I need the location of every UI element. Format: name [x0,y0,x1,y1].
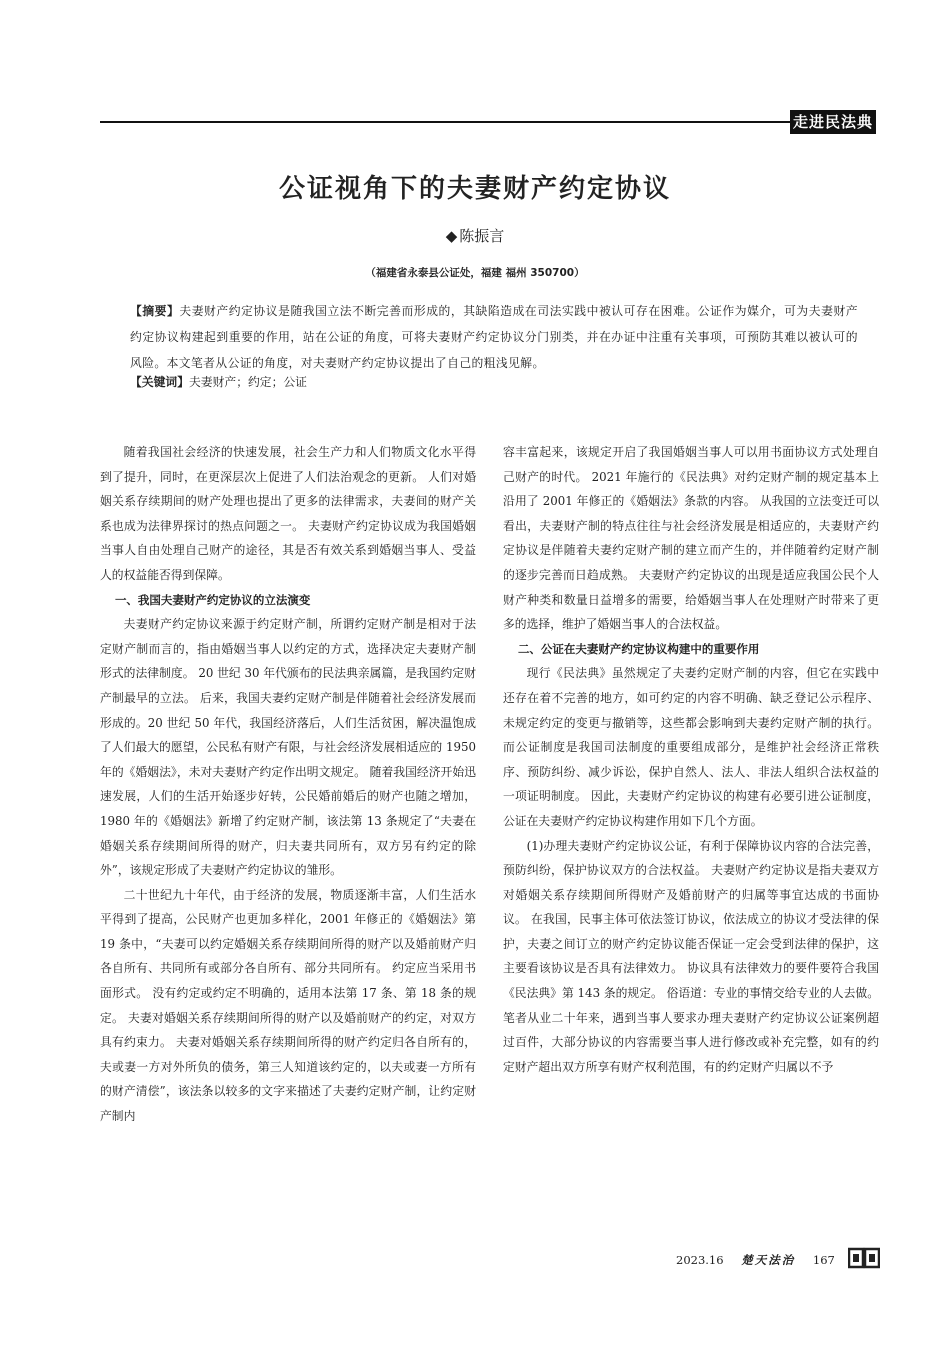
paragraph: 现行《民法典》虽然规定了夫妻约定财产制的内容，但它在实践中还存在着不完善的地方，如可约定的内容不明确、缺乏登记公示程序、未规定约定的变更与撤销等，这些都会影响到夫妻约定财产制的执行。 而公证制度是我国司法制度的重要组成部分，是维护社会经济正常秩序、预防纠纷、减少诉讼，保护自然人、法人、非法人组织合法权益的一项证明制度。 因此，夫妻财产约定协议的构建有必要引进公证制度，公证在夫妻财产约定协议构建作用如下几个方面。 [503,666,879,828]
paragraph: 夫妻财产约定协议来源于约定财产制，所谓约定财产制是相对于法定财产制而言的，指由婚姻当事人以约定的方式，选择决定夫妻财产制形式的法律制度。 20 世纪 30 年代颁布的民法典亲属篇，是我国约定财产制最早的立法。 后来，我国夫妻约定财产制是伴随着社会经济发展而形成的。20 世纪 50 年代，我国经济落后，人们生活贫困，解决温饱成了人们最大的愿望，公民私有财产有限，与社会经济发展相适应的 1950 年的《婚姻法》，未对夫妻财产约定作出明文规定。 随着我国经济开始迅速发展，人们的生活开始逐步好转，公民婚前婚后的财产也随之增加，1980 年的《婚姻法》新增了约定财产制，该法第 13 条规定了“夫妻在婚姻关系存续期间所得的财产，归夫妻共同所有，双方另有约定的除外”，该规定形成了夫妻财产约定协议的雏形。 [100,617,476,878]
abstract [130,298,858,376]
page-number: 167 [812,1253,835,1267]
abstract-text: 夫妻财产约定协议是随我国立法不断完善而形成的，其缺陷造成在司法实践中被认可存在困难。公证作为媒介，可为夫妻财产约定协议构建起到重要的作用，站在公证的角度，可将夫妻财产约定协议分门别类，并在办证中注重有关事项，可预防其难以被认可的风险。本文笔者从公证的角度，对夫妻财产约定协议提出了自己的粗浅见解。 [130,304,858,370]
journal-name: 楚天法治 [741,1253,796,1267]
paragraph: 随着我国社会经济的快速发展，社会生产力和人们物质文化水平得到了提升，同时，在更深层次上促进了人们法治观念的更新。 人们对婚姻关系存续期间的财产处理也提出了更多的法律需求，夫妻间的财产关系也成为法律界探讨的热点问题之一。 夫妻财产约定协议成为我国婚姻当事人自由处理自己财产的途径，其是否有效关系到婚姻当事人、受益人的权益能否得到保障。 [100,445,476,582]
issue-number: 2023.16 [676,1253,724,1267]
page-footer [676,1252,849,1268]
paragraph: (1)办理夫妻财产约定协议公证，有利于保障协议内容的合法完善，预防纠纷，保护协议双方的合法权益。 夫妻财产约定协议是指夫妻双方对婚姻关系存续期间所得财产及婚前财产的归属等事宜达成的书面协议。 在我国，民事主体可依法签订协议，依法成立的协议才受法律的保护，夫妻之间订立的财产约定协议能否保证一定会受到法律的保护，这主要看该协议是否具有法律效力。 协议具有法律效力的要件要符合我国《民法典》第 143 条的规定。 俗语道：专业的事情交给专业的人去做。 笔者从业二十年来，遇到当事人要求办理夫妻财产约定协议公证案例超过百件，大部分协议的内容需要当事人进行修改或补充完整，如有的约定财产超出双方所享有财产权利范围，有的约定财产归属以不予 [503,838,879,1074]
body-column-left [100,440,476,1129]
paragraph: 容丰富起来，该规定开启了我国婚姻当事人可以用书面协议方式处理自己财产的时代。 2021 年施行的《民法典》对约定财产制的规定基本上沿用了 2001 年修正的《婚姻法》条款的内容。 从我国的立法变迁可以看出，夫妻财产制的特点往往与社会经济发展是相适应的，夫妻财产约定协议是伴随着夫妻约定财产制的建立而产生的，并伴随着约定财产制的逐步完善而日趋成熟。 夫妻财产约定协议的出现是适应我国公民个人财产种类和数量日益增多的需要，给婚姻当事人在处理财产时带来了更多的选择，维护了婚姻当事人的合法权益。 [503,445,879,632]
journal-logo-icon [848,1247,880,1269]
paragraph: 二十世纪九十年代，由于经济的发展，物质逐渐丰富，人们生活水平得到了提高，公民财产也更加多样化，2001 年修正的《婚姻法》第 19 条中，“夫妻可以约定婚姻关系存续期间所得的财产以及婚前财产归各自所有、共同所有或部分各自所有、部分共同所有。 约定应当采用书面形式。 没有约定或约定不明确的，适用本法第 17 条、第 18 条的规定。 夫妻对婚姻关系存续期间所得的财产以及婚前财产的约定，对双方具有约束力。 夫妻对婚姻关系存续期间所得的财产约定归各自所有的，夫或妻一方对外所负的债务，第三人知道该约定的，以夫或妻一方所有的财产清偿”，该法条以较多的文字来描述了夫妻约定财产制，让约定财产制内 [100,887,476,1124]
abstract-label: 【摘要】 [130,304,180,318]
header-rule [100,121,790,123]
keywords [130,370,858,394]
article-title: 公证视角下的夫妻财产约定协议 [278,174,671,204]
author-name: 陈振言 [459,227,505,245]
section-tag: 走进民法典 [790,110,876,134]
section-heading: 一、我国夫妻财产约定协议的立法演变 [114,592,311,607]
keywords-label: 【关键词】 [130,375,189,389]
body-column-right [503,440,879,1079]
keywords-text: 夫妻财产；约定；公证 [189,375,307,389]
author-line [0,225,950,246]
section-heading: 二、公证在夫妻财产约定协议构建中的重要作用 [517,641,760,656]
affiliation: （福建省永泰县公证处，福建 福州 350700） [365,267,585,279]
diamond-icon: ◆ [445,227,458,245]
